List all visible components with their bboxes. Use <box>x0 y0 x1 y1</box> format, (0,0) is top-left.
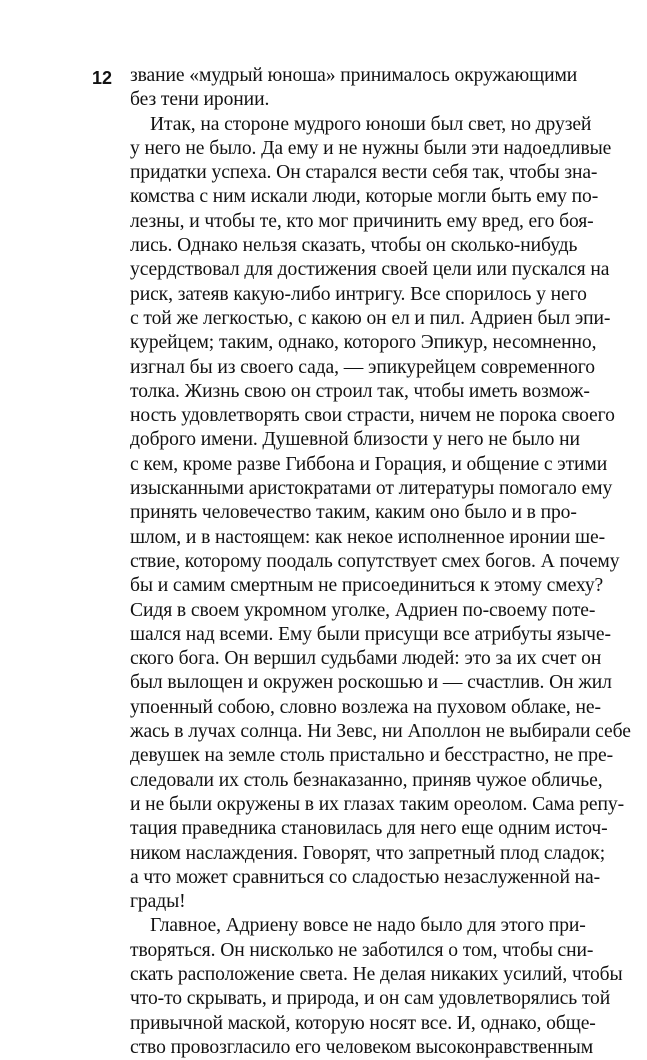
text-line: бы и самим смертным не присоединиться к этому смеху? <box>130 575 604 597</box>
text-line: скать расположение света. Не делая никаких усилий, чтобы <box>130 963 623 985</box>
text-line: Итак, на стороне мудрого юноши был свет, но друзей <box>150 113 592 135</box>
text-line: грады! <box>130 891 186 913</box>
text-line: ского бога. Он вершил судьбами людей: это за их счет он <box>130 648 602 670</box>
text-line: лись. Однако нельзя сказать, чтобы он сколько-нибудь <box>130 235 578 257</box>
text-line: привычной маской, которую носят все. И, однако, обще- <box>130 1012 596 1034</box>
text-line: лезны, и чтобы те, кто мог причинить ему вред, его боя- <box>130 210 594 232</box>
text-line: с кем, кроме разве Гиббона и Горация, и общение с этими <box>130 453 608 475</box>
text-line: шлом, и в настоящем: как некое исполненное иронии ше- <box>130 526 606 548</box>
text-line: придатки успеха. Он старался вести себя так, чтобы зна- <box>130 162 598 184</box>
body-text <box>130 64 631 1060</box>
text-line: Главное, Адриену вовсе не надо было для этого при- <box>150 915 586 937</box>
text-line: комства с ним искали люди, которые могли быть ему по- <box>130 186 599 208</box>
text-line: упоенный собою, словно возлежа на пуховом облаке, не- <box>130 696 601 718</box>
text-line: Сидя в своем укромном уголке, Адриен по-своему поте- <box>130 599 596 621</box>
text-line: принять человечество таким, каким оно было и в про- <box>130 502 577 524</box>
text-line: тация праведника становилась для него еще одним источ- <box>130 818 608 840</box>
text-line: доброго имени. Душевной близости у него не было ни <box>130 429 580 451</box>
text-line: курейцем; таким, однако, которого Эпикур, несомненно, <box>130 332 597 354</box>
text-line: девушек на земле столь пристально и бесстрастно, не пре- <box>130 745 614 767</box>
text-line: ствие, которому поодаль сопутствует смех богов. А почему <box>130 550 620 572</box>
text-line: с той же легкостью, с какою он ел и пил. Адриен был эпи- <box>130 307 611 329</box>
text-line: изысканными аристократами от литературы помогало ему <box>130 478 613 500</box>
text-line: что-то скрывать, и природа, и он сам удовлетворялись той <box>130 988 611 1010</box>
page-number: 12 <box>92 68 113 88</box>
text-line: был вылощен и окружен роскошью и — счастлив. Он жил <box>130 672 612 694</box>
text-line: ство провозгласило его человеком высоконравственным <box>130 1036 593 1058</box>
text-line: а что может сравниться со сладостью незаслуженной на- <box>130 866 601 888</box>
text-line: жась в лучах солнца. Ни Зевс, ни Аполлон не выбирали себе <box>130 721 631 743</box>
text-line: усердствовал для достижения своей цели или пускался на <box>130 259 610 281</box>
text-line: риск, затеяв какую-либо интригу. Все спорилось у него <box>130 283 587 305</box>
text-line: звание «мудрый юноша» принималось окружающими <box>130 65 578 86</box>
text-line: и не были окружены в их глазах таким ореолом. Сама репу- <box>130 793 625 815</box>
text-line: ность удовлетворять свои страсти, ничем не порока своего <box>130 405 615 427</box>
text-line: ником наслаждения. Говорят, что запретный плод сладок; <box>130 842 606 864</box>
text-line: изгнал бы из своего сада, — эпикурейцем современного <box>130 356 595 378</box>
text-line: толка. Жизнь свою он строил так, чтобы иметь возмож- <box>130 380 590 402</box>
text-line: у него не было. Да ему и не нужны были эти надоедливые <box>130 137 612 159</box>
text-line: шался над всеми. Ему были присущи все атрибуты языче- <box>130 623 611 645</box>
text-line: без тени иронии. <box>130 89 270 111</box>
text-line: творяться. Он нисколько не заботился о том, чтобы сни- <box>130 939 594 961</box>
text-line: следовали их столь безнаказанно, приняв чужое обличье, <box>130 769 603 791</box>
